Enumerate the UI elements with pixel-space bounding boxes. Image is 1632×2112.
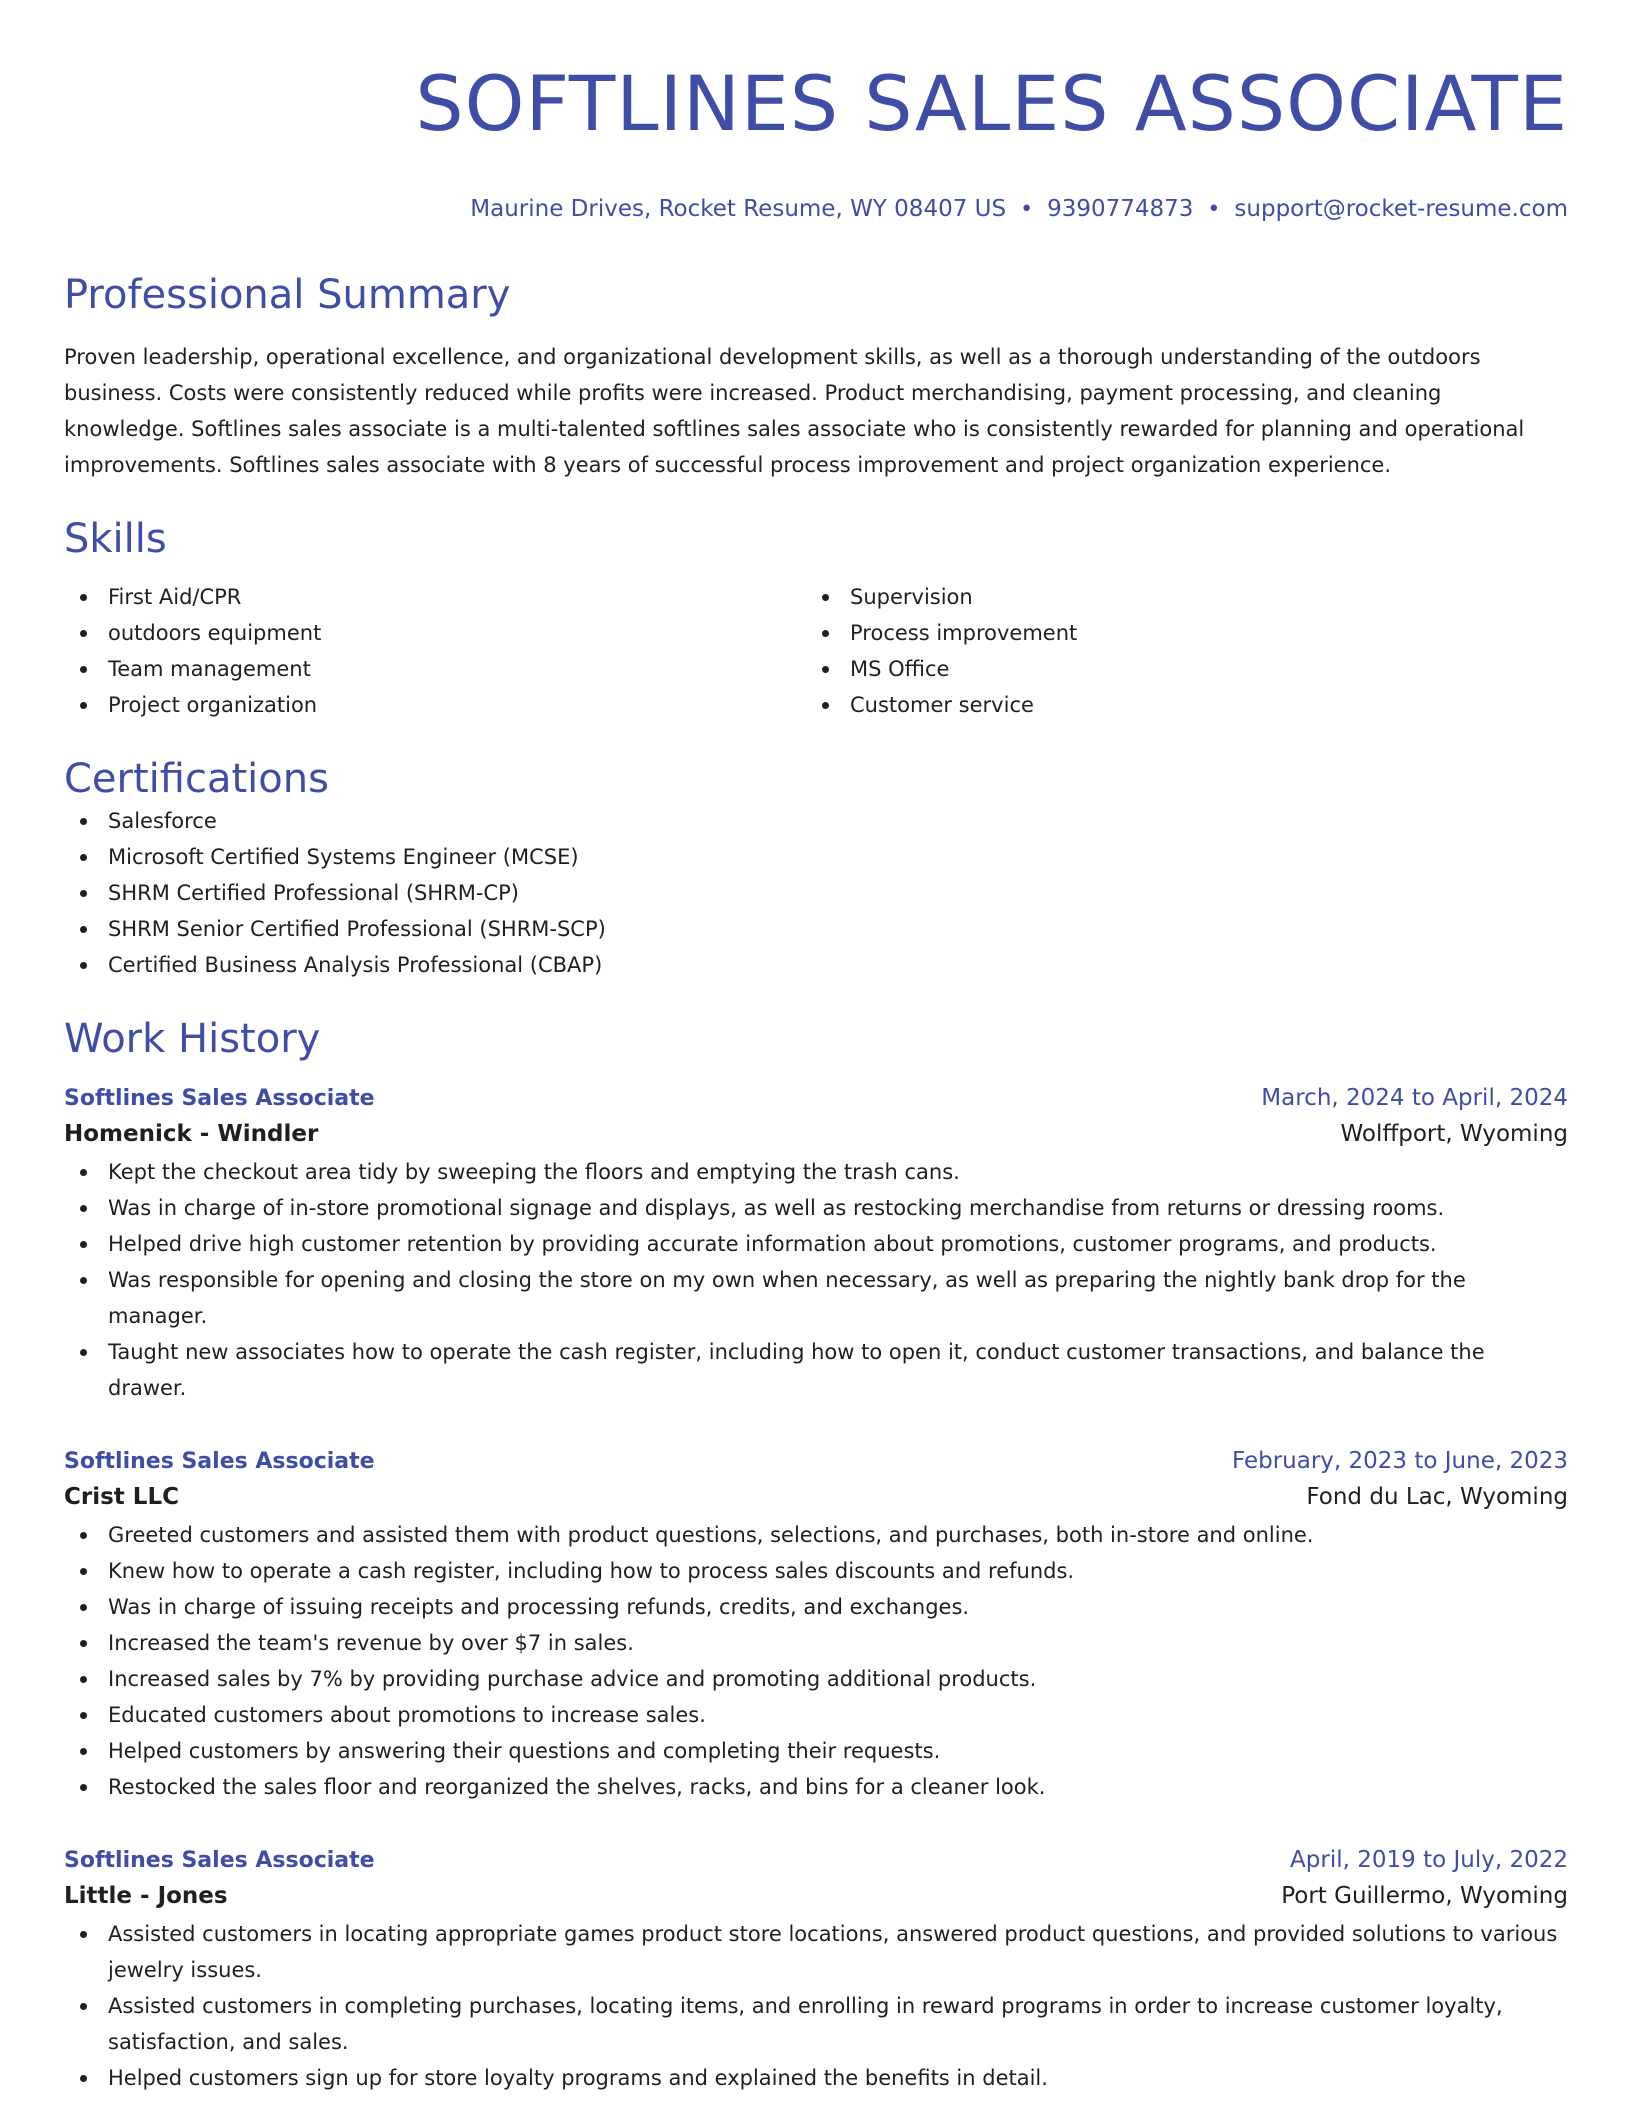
job-bullet: Taught new associates how to operate the cash register, including how to open it, conduct customer transactions, and balance the drawer. xyxy=(64,1334,1568,1406)
job-title-row xyxy=(64,1446,1568,1477)
skill-item: outdoors equipment xyxy=(64,615,806,651)
contact-separator: • xyxy=(1207,197,1221,222)
job-bullet: Educated customers about promotions to increase sales. xyxy=(64,1697,1568,1733)
job-bullet: Helped customers sign up for store loyalty programs and explained the benefits in detail. xyxy=(64,2060,1568,2096)
skills-column-right xyxy=(806,579,1548,723)
job-entry xyxy=(64,1845,1568,2096)
job-bullet: Was responsible for opening and closing the store on my own when necessary, as well as preparing the nightly bank drop for the manager. xyxy=(64,1262,1568,1334)
skills-grid xyxy=(64,579,1568,723)
job-bullet: Increased sales by 7% by providing purchase advice and promoting additional products. xyxy=(64,1661,1568,1697)
job-bullet: Restocked the sales floor and reorganized the shelves, racks, and bins for a cleaner look. xyxy=(64,1769,1568,1805)
job-title: Softlines Sales Associate xyxy=(64,1449,375,1474)
job-bullet: Kept the checkout area tidy by sweeping the floors and emptying the trash cans. xyxy=(64,1154,1568,1190)
skills-column-left xyxy=(64,579,806,723)
job-bullet: Was in charge of issuing receipts and processing refunds, credits, and exchanges. xyxy=(64,1589,1568,1625)
job-dates: February, 2023 to June, 2023 xyxy=(1231,1448,1568,1474)
job-company-row xyxy=(64,1114,1568,1154)
job-bullet: Helped drive high customer retention by providing accurate information about promotions, customer programs, and products. xyxy=(64,1226,1568,1262)
job-bullet: Helped customers by answering their questions and completing their requests. xyxy=(64,1733,1568,1769)
job-entry xyxy=(64,1083,1568,1406)
certification-item: SHRM Certified Professional (SHRM-CP) xyxy=(64,875,1568,911)
job-entry xyxy=(64,1446,1568,1805)
resume-header xyxy=(64,0,1568,225)
summary-text: Proven leadership, operational excellence, and organizational development skills, as well as a thorough understanding of the outdoors business. Costs were consistently reduced while profits were increased. Product merchandising, payment processing, and cleaning knowledge. Softlines sales associate is a multi-talented softlines sales associate who is consistently rewarded for planning and operational improvements. Softlines sales associate with 8 years of successful process improvement and project organization experience. xyxy=(64,345,1525,477)
certification-item: Certified Business Analysis Professional (CBAP) xyxy=(64,947,1568,983)
skill-item: MS Office xyxy=(806,651,1548,687)
job-dates: March, 2024 to April, 2024 xyxy=(1261,1085,1568,1111)
resume-title: SOFTLINES SALES ASSOCIATE xyxy=(415,59,1568,148)
job-company-row xyxy=(64,1477,1568,1517)
job-title-row xyxy=(64,1845,1568,1876)
contact-line xyxy=(64,194,1568,225)
job-bullet: Was in charge of in-store promotional signage and displays, as well as restocking merchandise from returns or dressing rooms. xyxy=(64,1190,1568,1226)
job-location: Wolffport, Wyoming xyxy=(1340,1121,1568,1147)
skill-item: Project organization xyxy=(64,687,806,723)
job-company: Crist LLC xyxy=(64,1484,179,1510)
job-bullet: Knew how to operate a cash register, including how to process sales discounts and refunds. xyxy=(64,1553,1568,1589)
job-title-row xyxy=(64,1083,1568,1114)
certifications-heading: Certifications xyxy=(64,756,329,802)
job-location: Port Guillermo, Wyoming xyxy=(1281,1883,1568,1909)
contact-separator: • xyxy=(1020,197,1034,222)
work-history-heading: Work History xyxy=(64,1016,321,1062)
job-company: Homenick - Windler xyxy=(64,1121,319,1147)
job-location: Fond du Lac, Wyoming xyxy=(1306,1484,1568,1510)
skill-item: Team management xyxy=(64,651,806,687)
job-bullet: Greeted customers and assisted them with product questions, selections, and purchases, both in-store and online. xyxy=(64,1517,1568,1553)
contact-phone: 9390774873 xyxy=(1047,196,1194,222)
certification-item: SHRM Senior Certified Professional (SHRM-SCP) xyxy=(64,911,1568,947)
skills-heading: Skills xyxy=(64,516,167,562)
job-dates: April, 2019 to July, 2022 xyxy=(1290,1847,1568,1873)
contact-email: support@rocket-resume.com xyxy=(1234,196,1568,222)
skill-item: First Aid/CPR xyxy=(64,579,806,615)
job-bullet: Increased the team's revenue by over $7 in sales. xyxy=(64,1625,1568,1661)
skill-item: Supervision xyxy=(806,579,1548,615)
certifications-list xyxy=(64,803,1568,983)
job-company-row xyxy=(64,1876,1568,1916)
skill-item: Customer service xyxy=(806,687,1548,723)
contact-address: Maurine Drives, Rocket Resume, WY 08407 US xyxy=(470,196,1007,222)
certification-item: Salesforce xyxy=(64,803,1568,839)
skill-item: Process improvement xyxy=(806,615,1548,651)
job-bullet: Assisted customers in locating appropriate games product store locations, answered product questions, and provided solutions to various jewelry issues. xyxy=(64,1916,1568,1988)
resume-page xyxy=(64,0,1568,2096)
job-company: Little - Jones xyxy=(64,1883,228,1909)
job-title: Softlines Sales Associate xyxy=(64,1848,375,1873)
summary-heading: Professional Summary xyxy=(64,272,511,318)
certification-item: Microsoft Certified Systems Engineer (MCSE) xyxy=(64,839,1568,875)
job-bullet: Assisted customers in completing purchases, locating items, and enrolling in reward programs in order to increase customer loyalty, satisfaction, and sales. xyxy=(64,1988,1568,2060)
job-bullet-list xyxy=(64,1916,1568,2096)
job-bullet-list xyxy=(64,1154,1568,1406)
job-bullet-list xyxy=(64,1517,1568,1805)
job-title: Softlines Sales Associate xyxy=(64,1086,375,1111)
